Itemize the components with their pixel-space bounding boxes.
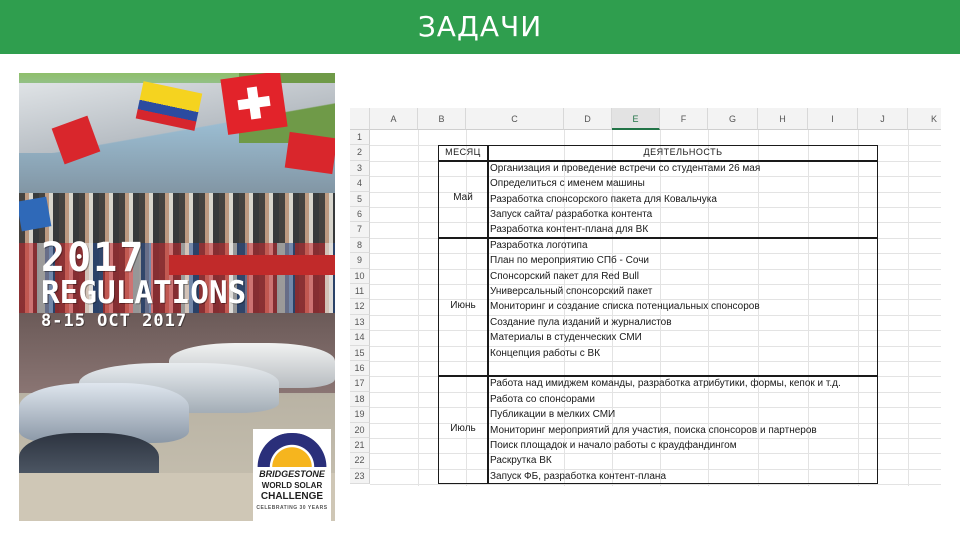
slide-header: [0, 0, 960, 54]
column-header-c[interactable]: C: [466, 108, 564, 130]
column-header-k[interactable]: K: [908, 108, 941, 130]
poster-pit-wall: [169, 255, 335, 275]
row-header[interactable]: 18: [350, 392, 370, 407]
poster-title: REGULATIONS: [41, 275, 247, 311]
swiss-flag-icon: [220, 73, 287, 135]
activity-cell[interactable]: Определиться с именем машины: [490, 178, 645, 190]
row-header[interactable]: 3: [350, 161, 370, 176]
activity-cell[interactable]: Создание пула изданий и журналистов: [490, 316, 672, 328]
activity-cell[interactable]: Мониторинг и создание списка потенциальных спонсоров: [490, 301, 760, 313]
month-label: Июль: [450, 423, 476, 435]
row-header[interactable]: 16: [350, 361, 370, 376]
logo-line: WORLD SOLAR: [261, 481, 323, 490]
row-header[interactable]: 12: [350, 299, 370, 314]
slide-title: ЗАДАЧИ: [417, 10, 543, 43]
grid-line: [908, 130, 909, 486]
column-header-f[interactable]: F: [660, 108, 708, 130]
activity-cell[interactable]: Публикации в мелких СМИ: [490, 409, 616, 421]
row-header[interactable]: 14: [350, 330, 370, 345]
row-header[interactable]: 10: [350, 269, 370, 284]
row-header[interactable]: 21: [350, 438, 370, 453]
column-header-a[interactable]: A: [370, 108, 418, 130]
activity-cell[interactable]: Концепция работы с ВК: [490, 347, 601, 359]
activity-cell[interactable]: Раскрутка ВК: [490, 455, 552, 467]
column-header-b[interactable]: B: [418, 108, 466, 130]
row-header[interactable]: 17: [350, 376, 370, 391]
column-header-i[interactable]: I: [808, 108, 858, 130]
select-all-corner[interactable]: [350, 108, 370, 130]
row-header[interactable]: 5: [350, 192, 370, 207]
row-header[interactable]: 2: [350, 145, 370, 160]
logo-line: BRIDGESTONE: [259, 469, 325, 479]
bridgestone-world-solar-challenge-logo: [253, 429, 331, 521]
column-header-e[interactable]: E: [612, 108, 660, 130]
row-header[interactable]: 1: [350, 130, 370, 145]
activity-cell[interactable]: Организация и проведение встречи со студентами 26 мая: [490, 162, 761, 174]
row-header[interactable]: 11: [350, 284, 370, 299]
logo-line: CELEBRATING 30 YEARS: [256, 505, 328, 511]
row-header[interactable]: 6: [350, 207, 370, 222]
activity-cell[interactable]: Мониторинг мероприятий для участия, поиска спонсоров и партнеров: [490, 424, 817, 436]
activity-cell[interactable]: Поиск площадок и начало работы с краудфандингом: [490, 440, 737, 451]
column-header-g[interactable]: G: [708, 108, 758, 130]
row-header[interactable]: 15: [350, 346, 370, 361]
row-header[interactable]: 7: [350, 222, 370, 237]
grid-line: [418, 130, 419, 486]
logo-line: CHALLENGE: [260, 491, 324, 502]
column-header-j[interactable]: J: [858, 108, 908, 130]
activity-cell[interactable]: Запуск сайта/ разработка контента: [490, 209, 653, 220]
regulations-poster: [19, 73, 335, 521]
activity-cell[interactable]: Работа над имиджем команды, разработка атрибутики, формы, кепок и т.д.: [490, 378, 841, 390]
month-label: Май: [453, 192, 473, 204]
row-header[interactable]: 20: [350, 423, 370, 438]
activity-cell[interactable]: Разработка логотипа: [490, 239, 588, 251]
row-header[interactable]: 9: [350, 253, 370, 268]
turkey-flag-icon: [285, 132, 335, 174]
activity-cell[interactable]: Разработка контент-плана для ВК: [490, 224, 649, 236]
row-header[interactable]: 23: [350, 469, 370, 484]
row-header[interactable]: 8: [350, 238, 370, 253]
activity-cell[interactable]: Материалы в студенческих СМИ: [490, 332, 642, 344]
grid-line: [370, 484, 941, 485]
month-header-label: МЕСЯЦ: [445, 147, 481, 158]
poster-dates: 8-15 OCT 2017: [41, 311, 188, 331]
row-header[interactable]: 4: [350, 176, 370, 191]
month-label: Июнь: [450, 300, 476, 312]
row-header[interactable]: 22: [350, 453, 370, 468]
column-header-d[interactable]: D: [564, 108, 612, 130]
activity-header-label: ДЕЯТЕЛЬНОСТЬ: [643, 147, 723, 158]
blue-flag-icon: [19, 197, 51, 232]
activity-cell[interactable]: Работа со спонсорами: [490, 393, 595, 405]
row-header[interactable]: 19: [350, 407, 370, 422]
activity-cell[interactable]: Спонсорский пакет для Red Bull: [490, 270, 639, 282]
activity-cell[interactable]: Запуск ФБ, разработка контент-плана: [490, 470, 667, 482]
row-header[interactable]: 13: [350, 315, 370, 330]
activity-cell[interactable]: Разработка спонсорского пакета для Ковальчука: [490, 193, 717, 205]
column-header-h[interactable]: H: [758, 108, 808, 130]
sun-burst-icon: [257, 433, 327, 467]
poster-year: 2017: [41, 235, 146, 281]
spreadsheet-screenshot: [350, 108, 941, 486]
activity-cell[interactable]: План по мероприятию СПб - Сочи: [490, 255, 650, 267]
activity-cell[interactable]: Универсальный спонсорский пакет: [490, 286, 653, 297]
